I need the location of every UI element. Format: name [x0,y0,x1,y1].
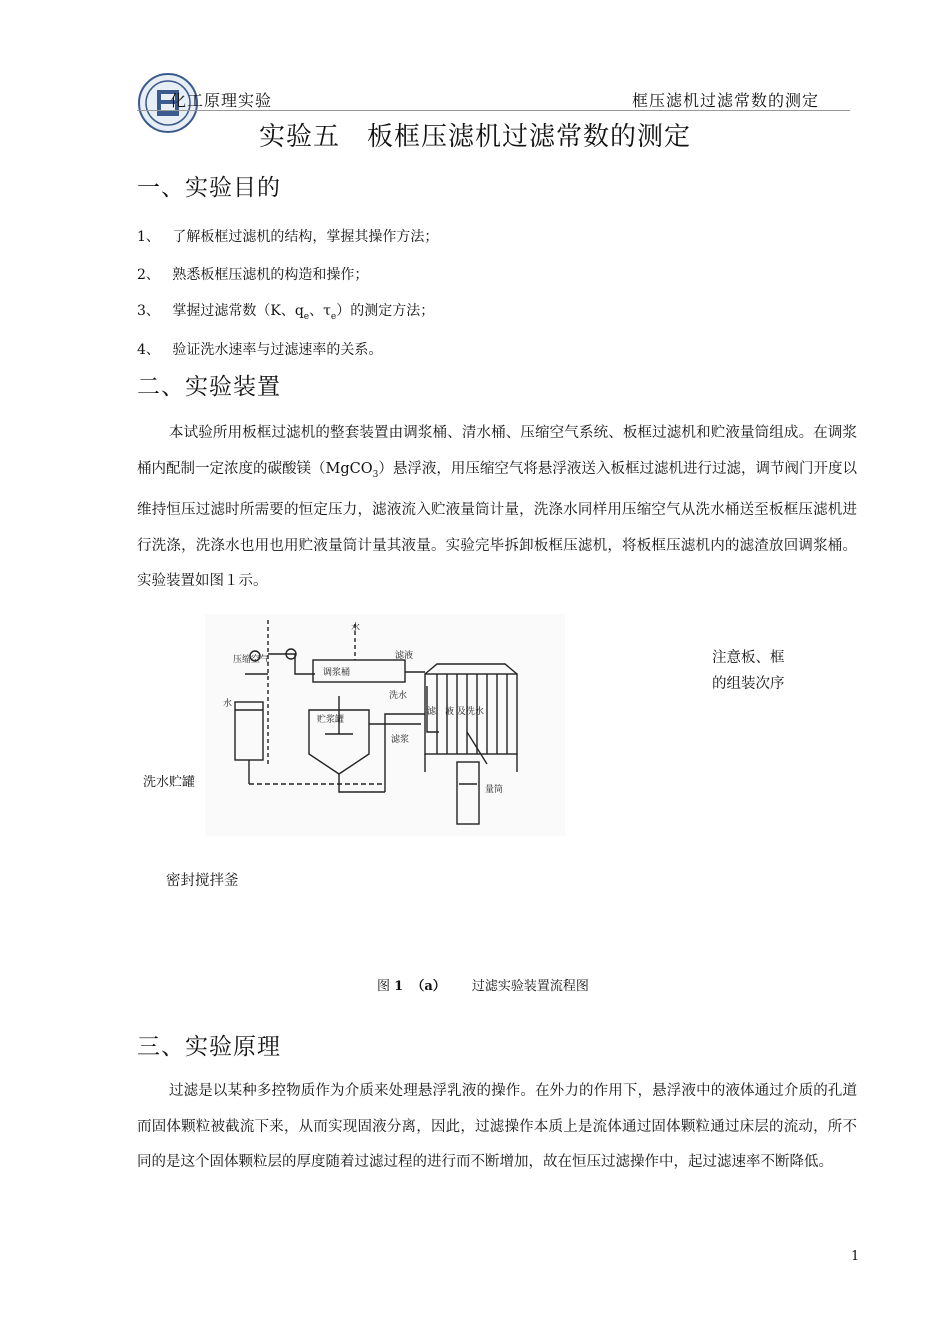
figure-caption [377,975,589,994]
list-item-num: 4、 [137,342,160,358]
section1-heading: 一、实验目的 [137,175,281,201]
subscript-3: 3 [372,469,379,480]
wash-tank-label: 洗水贮罐 [143,775,196,790]
diagram-label: 调浆桶 [323,668,351,678]
filter-apparatus-diagram [205,614,565,836]
list-item-text: 验证洗水速率与过滤速率的关系。 [172,342,383,358]
list-item [137,264,368,284]
diagram-label: 滤浆 [391,735,410,745]
list-item-text [172,303,435,322]
list-item-num: 2、 [137,267,160,283]
header-rule [137,110,850,111]
page-number: 1 [851,1249,860,1264]
list-item-text: 熟悉板框压滤机的构造和操作； [172,267,369,283]
para-text-a: 本试验所用板框过滤机的整套装置由调浆桶、清水桶、压缩空气系统、板框过滤机和贮液量筒组成。在调浆桶内配制一定浓度的碳酸镁（MgCO [137,425,857,477]
figure-note-line: 的组装次序 [712,676,785,692]
header-right: 框压滤机过滤常数的测定 [632,91,820,110]
section2-heading: 二、实验装置 [137,374,281,400]
diagram-label: 水 [351,623,361,633]
diagram-label: 量筒 [485,785,504,795]
list-item [137,300,434,322]
list-item [137,226,438,246]
list-item-text-b: 、τ [309,303,331,319]
list-item [137,339,382,359]
caption-prefix: 图 [377,979,391,994]
subscript-e: e [330,312,337,322]
list-item-text: 了解板框过滤机的结构，掌握其操作方法； [172,229,439,245]
figure-note-line: 注意板、框 [712,650,785,666]
diagram-label: 洗水 [389,691,408,701]
section2-paragraph [137,416,857,600]
diagram-label: 滤 液 及洗水 [427,707,484,717]
section3-text: 过滤是以某种多控物质作为介质来处理悬浮乳液的操作。在外力的作用下，悬浮液中的液体通过介质的孔道而固体颗粒被截流下来，从而实现固液分离，因此，过滤操作本质上是流体通过固体颗粒通过床层的流动，所不同的是这个固体颗粒层的厚度随着过滤过程的进行而不断增加，故在恒压过滤操作中，起过滤速率不断降低。 [137,1083,857,1170]
section3-heading: 三、实验原理 [137,1034,281,1060]
caption-text: 过滤实验装置流程图 [471,979,589,994]
header-left: 化工原理实验 [170,91,273,110]
list-item-num: 1、 [137,229,160,245]
subscript-e: e [303,312,310,322]
sealed-tank-label: 密封搅拌釜 [166,873,239,889]
caption-sub: （a） [411,979,446,994]
caption-number: 1 [394,979,404,994]
list-item-text-c: ）的测定方法； [336,303,435,319]
diagram-label: 水 [223,699,233,709]
list-item-text-a: 掌握过滤常数（K、q [172,303,304,319]
list-item-num: 3、 [137,303,160,319]
diagram-label: 贮浆罐 [317,715,345,725]
para-text-b: ）悬浮液，用压缩空气将悬浮液送入板框过滤机进行过滤，调节阀门开度以维持恒压过滤时所需要的恒定压力，滤液流入贮液量筒计量，洗涤水同样用压缩空气从洗水桶送至板框压滤机进行洗涤，洗涤水也用也用贮液量筒计量其液量。实验完毕拆卸板框压滤机，将板框压滤机内的滤渣放回调浆桶。实验装置如图１示。 [137,460,857,589]
section3-paragraph [137,1074,857,1181]
figure-note [712,645,785,697]
diagram-label: 滤液 [395,651,414,661]
page-title: 实验五 板框压滤机过滤常数的测定 [258,122,691,152]
diagram-label: 压缩空气 [233,655,270,665]
